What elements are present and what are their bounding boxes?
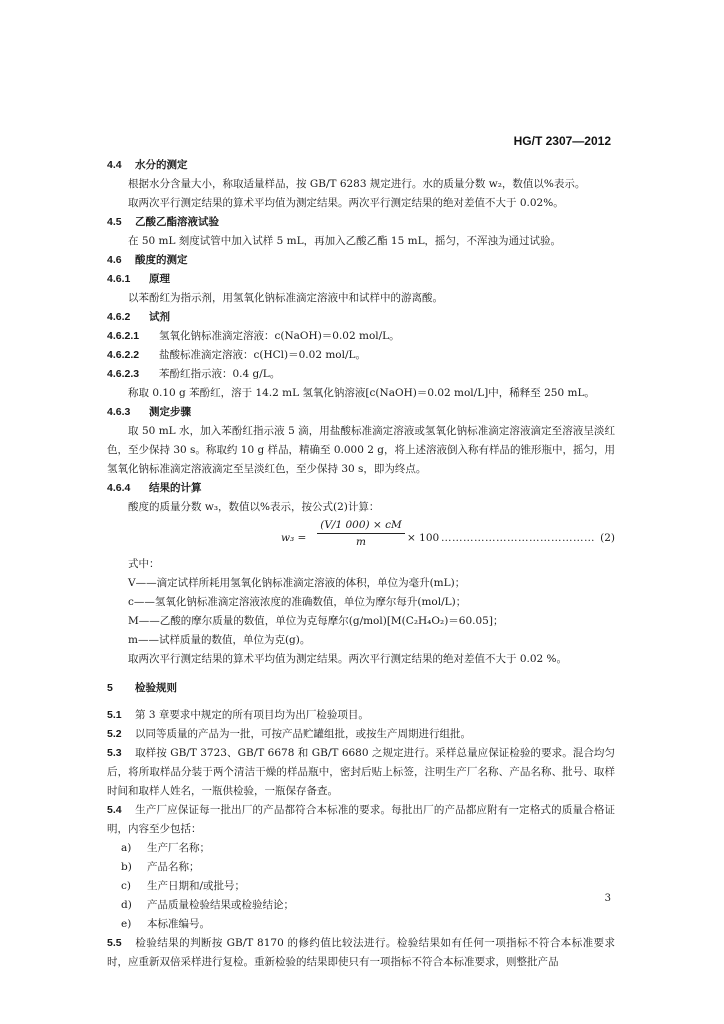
clause-text: 盐酸标准滴定溶液：c(HCl)＝0.02 mol/L。 <box>159 349 366 361</box>
paragraph: 取两次平行测定结果的算术平均值为测定结果。两次平行测定结果的绝对差值不大于 0.02 %。 <box>128 653 568 665</box>
clause-number: 4.6.2.3 <box>107 368 140 380</box>
document-body <box>107 156 615 972</box>
section-number: 4.6.1 <box>107 273 131 285</box>
list-item <box>107 858 615 877</box>
list-text: 生产厂名称； <box>147 842 210 854</box>
variable-definition: c——氢氧化钠标准滴定溶液浓度的准确数值，单位为摩尔每升(mol/L)； <box>128 596 467 608</box>
section-title: 结果的计算 <box>149 482 202 494</box>
list-text: 产品名称； <box>147 861 200 873</box>
section-title: 试剂 <box>149 311 170 323</box>
clause-number: 4.6.2.2 <box>107 349 140 361</box>
section-4-5-heading <box>107 213 615 232</box>
formula-fraction <box>317 517 405 550</box>
section-4-6-1-heading <box>107 270 615 289</box>
section-4-6-3-heading <box>107 403 615 422</box>
clause-number: 5.4 <box>107 804 122 816</box>
section-title: 原理 <box>149 273 170 285</box>
clause-number: 5.2 <box>107 728 122 740</box>
document-code: HG/T 2307—2012 <box>513 134 611 148</box>
variable-definition: M——乙酸的摩尔质量的数值，单位为克每摩尔(g/mol)[M(C₂H₄O₂)＝60.05]； <box>128 615 504 627</box>
section-4-6-heading <box>107 251 615 270</box>
list-item <box>107 896 615 915</box>
clause-number: 4.6.2.1 <box>107 330 140 342</box>
list-text: 产品质量检验结果或检验结论； <box>147 899 294 911</box>
section-number: 4.6 <box>107 254 122 266</box>
formula-leader-dots: …………………………………… <box>441 532 595 544</box>
section-4-6-2-heading <box>107 308 615 327</box>
paragraph: 取两次平行测定结果的算术平均值为测定结果。两次平行测定结果的绝对差值不大于 0.02%。 <box>128 197 564 209</box>
formula-lhs: w₃ = <box>281 532 307 544</box>
list-text: 生产日期和/或批号； <box>147 880 246 892</box>
list-text: 本标准编号。 <box>147 918 210 930</box>
section-title: 水分的测定 <box>135 159 188 171</box>
clause-4-6-2-1 <box>107 327 615 346</box>
paragraph: 取 50 mL 水，加入苯酚红指示液 5 滴，用盐酸标准滴定溶液或氢氧化钠标准滴定溶液滴定至溶液呈淡红色，至少保持 30 s。称取约 10 g 样品，精确至 0.000 2 g，将上述溶液倒入称有样品的锥形瓶中，摇匀，用氢氧化钠标准滴定溶液滴定至呈淡红色，至少保持 30 s，即为终点。 <box>107 425 615 475</box>
section-number: 4.6.3 <box>107 406 131 418</box>
formula-2 <box>107 517 615 555</box>
section-number: 4.6.4 <box>107 482 131 494</box>
list-marker: a) <box>121 842 132 854</box>
page-number: 3 <box>604 893 611 904</box>
clause-5-5 <box>107 934 615 972</box>
where-label: 式中： <box>128 558 160 570</box>
clause-text: 第 3 章要求中规定的所有项目均为出厂检验项目。 <box>135 709 369 721</box>
clause-5-2 <box>107 725 615 744</box>
section-4-6-4-heading <box>107 479 615 498</box>
clause-number: 5.5 <box>107 937 122 949</box>
variable-definition: m——试样质量的数值，单位为克(g)。 <box>128 634 311 646</box>
formula-number: (2) <box>600 532 615 544</box>
list-item <box>107 839 615 858</box>
clause-text: 取样按 GB/T 3723、GB/T 6678 和 GB/T 6680 之规定进行。采样总量应保证检验的要求。混合均匀后，将所取样品分装于两个清洁干燥的样品瓶中，密封后贴上标签，注明生产厂名称、产品名称、批号、取样时间和取样人姓名，一瓶供检验，一瓶保存备查。 <box>107 747 615 797</box>
section-4-4-heading <box>107 156 615 175</box>
clause-number: 5.1 <box>107 709 122 721</box>
clause-4-6-2-2 <box>107 346 615 365</box>
clause-text: 以同等质量的产品为一批，可按产品贮罐组批，或按生产周期进行组批。 <box>135 728 471 740</box>
clause-5-4 <box>107 801 615 839</box>
list-marker: b) <box>121 861 132 873</box>
formula-denominator: m <box>356 536 366 548</box>
paragraph: 根据水分含量大小，称取适量样品，按 GB/T 6283 规定进行。水的质量分数 w₂，数值以%表示。 <box>128 178 586 190</box>
section-title: 测定步骤 <box>149 406 191 418</box>
clause-text: 氢氧化钠标准滴定溶液：c(NaOH)＝0.02 mol/L。 <box>159 330 400 342</box>
list-marker: c) <box>121 880 131 892</box>
clause-4-6-2-3 <box>107 365 615 384</box>
section-number: 4.4 <box>107 159 122 171</box>
section-title: 检验规则 <box>135 682 177 694</box>
paragraph: 酸度的质量分数 w₃，数值以%表示，按公式(2)计算： <box>128 501 380 513</box>
section-title: 乙酸乙酯溶液试验 <box>135 216 219 228</box>
section-number: 4.5 <box>107 216 122 228</box>
section-number: 5 <box>107 682 113 694</box>
paragraph: 以苯酚红为指示剂，用氢氧化钠标准滴定溶液中和试样中的游离酸。 <box>128 292 443 304</box>
clause-text: 苯酚红指示液：0.4 g/L。 <box>159 368 281 380</box>
clause-5-1 <box>107 706 615 725</box>
clause-number: 5.3 <box>107 747 122 759</box>
paragraph: 称取 0.10 g 苯酚红，溶于 14.2 mL 氢氧化钠溶液[c(NaOH)＝0.02 mol/L]中，稀释至 250 mL。 <box>128 387 595 399</box>
list-marker: d) <box>121 899 132 911</box>
clause-5-3 <box>107 744 615 801</box>
clause-text: 检验结果的判断按 GB/T 8170 的修约值比较法进行。检验结果如有任何一项指标不符合本标准要求时，应重新双倍采样进行复检。重新检验的结果即使只有一项指标不符合本标准要求，则整批产品 <box>107 937 615 968</box>
paragraph: 在 50 mL 刻度试管中加入试样 5 mL，再加入乙酸乙酯 15 mL，摇匀，不浑浊为通过试验。 <box>128 235 562 247</box>
section-5-heading <box>107 679 615 698</box>
list-item <box>107 877 615 896</box>
formula-numerator: (V/1 000) × cM <box>317 517 405 534</box>
formula-multiplier: × 100 <box>407 532 440 544</box>
section-title: 酸度的测定 <box>135 254 188 266</box>
section-number: 4.6.2 <box>107 311 131 323</box>
list-item <box>107 915 615 934</box>
clause-text: 生产厂应保证每一批出厂的产品都符合本标准的要求。每批出厂的产品都应附有一定格式的质量合格证明，内容至少包括： <box>107 804 615 835</box>
variable-definition: V——滴定试样所耗用氢氧化钠标准滴定溶液的体积，单位为毫升(mL)； <box>128 577 466 589</box>
list-marker: e) <box>121 918 132 930</box>
